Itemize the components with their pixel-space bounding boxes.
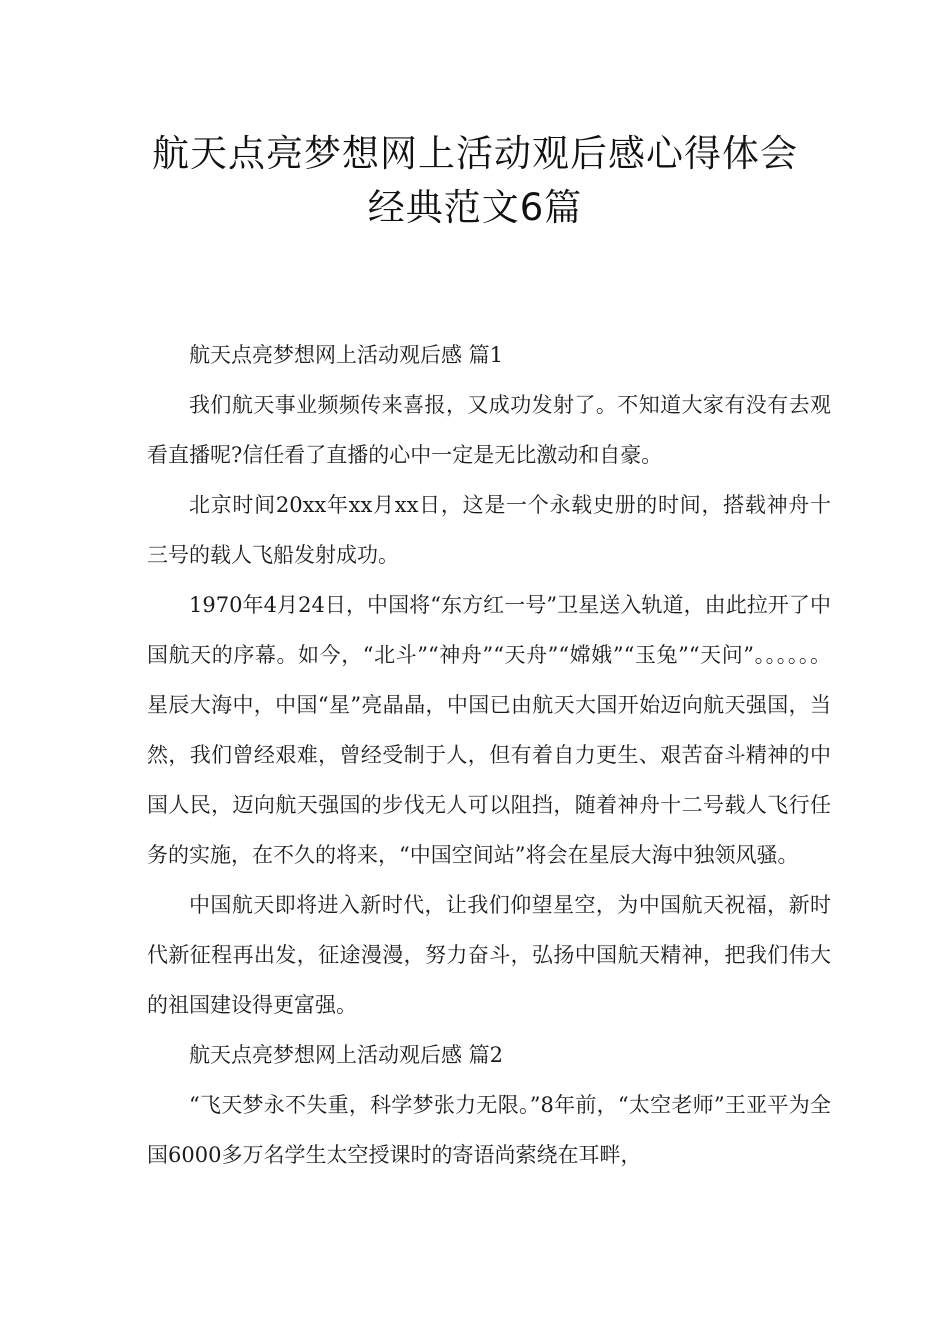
section-heading-1: 航天点亮梦想网上活动观后感 篇1 [189, 343, 504, 367]
paragraph-5: “飞天梦永不失重，科学梦张力无限。”8年前，“太空老师”王亚平为全国6000多万名学生太空授课时的寄语尚萦绕在耳畔， [147, 1093, 831, 1167]
section-heading-2: 航天点亮梦想网上活动观后感 篇2 [189, 1043, 504, 1067]
document-title-line-2: 经典范文6篇 [367, 186, 583, 229]
paragraph-1: 我们航天事业频频传来喜报，又成功发射了。不知道大家有没有去观看直播呢?信任看了直播的心中一定是无比激动和自豪。 [147, 393, 831, 467]
paragraph-3: 1970年4月24日，中国将“东方红一号”卫星送入轨道，由此拉开了中国航天的序幕。如今，“北斗”“神舟”“天舟”“嫦娥”“玉兔”“天问”。。。。。。星辰大海中，中国“星”亮晶晶，中国已由航天大国开始迈向航天强国，当然，我们曾经艰难，曾经受制于人，但有着自力更生、艰苦奋斗精神的中国人民，迈向航天强国的步伐无人可以阻挡，随着神舟十二号载人飞行任务的实施，在不久的将来，“中国空间站”将会在星辰大海中独领风骚。 [147, 593, 831, 867]
paragraph-4: 中国航天即将进入新时代，让我们仰望星空，为中国航天祝福，新时代新征程再出发，征途漫漫，努力奋斗，弘扬中国航天精神，把我们伟大的祖国建设得更富强。 [147, 893, 831, 1017]
document-title-line-1: 航天点亮梦想网上活动观后感心得体会 [152, 132, 798, 175]
paragraph-2: 北京时间20xx年xx月xx日，这是一个永载史册的时间，搭载神舟十三号的载人飞船发射成功。 [147, 493, 831, 567]
document-body [147, 330, 831, 1180]
